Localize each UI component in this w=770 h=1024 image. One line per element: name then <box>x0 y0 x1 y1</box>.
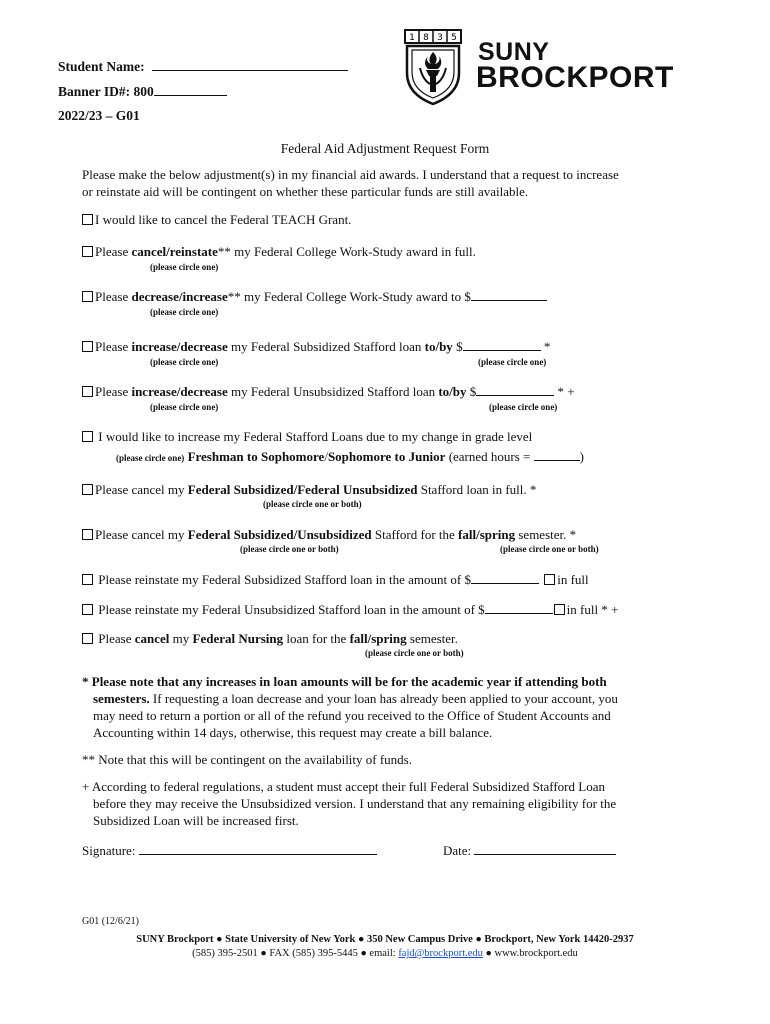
footer-phone: (585) 395-2501 ● FAX (585) 395-5445 ● email: <box>192 948 399 959</box>
sub-loan-suffix: * <box>540 339 551 354</box>
logo-digit-4: 5 <box>451 33 457 43</box>
unsub-loan-pre: Please <box>95 384 132 399</box>
unsub-loan-toby: to/by <box>438 384 467 399</box>
nursing-pre: Please <box>95 631 135 646</box>
term-label: 2022/23 – G01 <box>58 108 140 123</box>
plus-note-line-1: + According to federal regulations, a student must accept their full Federal Subsidized Stafford Loan <box>82 779 605 794</box>
logo-digit-2: 8 <box>423 33 429 43</box>
logo-brockport-text: BROCKPORT <box>476 61 674 94</box>
unsub-loan-mid: my Federal Unsubsidized Stafford loan <box>227 384 439 399</box>
reinstate-sub-full-checkbox[interactable] <box>544 574 555 585</box>
cws-cancel-options: cancel/reinstate <box>131 244 218 259</box>
intro-line-2: or reinstate aid will be contingent on whether these particular funds are still available. <box>82 184 529 199</box>
grade-level-checkbox[interactable] <box>82 431 93 442</box>
cws-amount-field[interactable] <box>471 288 547 301</box>
double-star-note: ** Note that this will be contingent on the availability of funds. <box>82 752 412 767</box>
sub-loan-item <box>82 338 550 355</box>
cancel-semester-pre: Please cancel my <box>95 527 188 542</box>
sub-loan-mid: my Federal Subsidized Stafford loan <box>227 339 425 354</box>
sub-loan-pre: Please <box>95 339 132 354</box>
student-name-field[interactable] <box>152 58 348 71</box>
nursing-post: semester. <box>406 631 458 646</box>
reinstate-sub-text: Please reinstate my Federal Subsidized Stafford loan in the amount of $ <box>95 572 471 587</box>
sub-loan-options: increase/decrease <box>131 339 228 354</box>
grade-level-options-row <box>116 448 584 467</box>
date-row <box>443 842 616 859</box>
sub-loan-toby: to/by <box>424 339 453 354</box>
plus-note-line-3: Subsidized Loan will be increased first. <box>93 813 299 828</box>
star-note-bold: * Please note that any increases in loan amounts will be for the academic year if attending both <box>82 674 607 689</box>
cws-adjust-pre: Please <box>95 289 132 304</box>
star-note-bold-2: semesters. <box>93 691 150 706</box>
cancel-full-checkbox[interactable] <box>82 484 93 495</box>
logo-digit-3: 3 <box>437 33 443 43</box>
form-code: G01 (12/6/21) <box>82 916 139 927</box>
cancel-semester-options: Federal Subsidized/Unsubsidized <box>187 527 372 542</box>
nursing-loan-name: Federal Nursing <box>192 631 284 646</box>
banner-id-field[interactable] <box>154 83 227 96</box>
cws-cancel-pre: Please <box>95 244 132 259</box>
star-note-line-4: Accounting within 14 days, otherwise, this request may create a bill balance. <box>93 725 493 740</box>
cancel-semester-term: fall/spring <box>458 527 516 542</box>
nursing-mid2: loan for the <box>283 631 350 646</box>
earned-hours-field[interactable] <box>534 448 580 461</box>
cws-cancel-note: (please circle one) <box>150 262 219 272</box>
grade-slash: / <box>324 449 328 464</box>
grade-level-note: (please circle one) <box>116 453 185 463</box>
reinstate-unsub-item <box>82 601 618 618</box>
cws-adjust-item <box>82 288 547 305</box>
unsub-loan-note-2: (please circle one) <box>489 402 558 412</box>
cancel-semester-mid: Stafford for the <box>371 527 459 542</box>
sub-loan-amount-field[interactable] <box>463 338 541 351</box>
teach-checkbox[interactable] <box>82 214 93 225</box>
nursing-note: (please circle one or both) <box>365 648 464 658</box>
star-note-line-2 <box>93 690 618 707</box>
reinstate-sub-amount-field[interactable] <box>471 571 539 584</box>
cancel-full-post: Stafford loan in full. * <box>417 482 537 497</box>
reinstate-sub-in-full: in full <box>557 572 589 587</box>
plus-note-line-2: before they may receive the Unsubsidized version. I understand that any remaining eligibility for the <box>93 796 617 811</box>
cws-adjust-options: decrease/increase <box>131 289 228 304</box>
cancel-full-item <box>82 481 536 498</box>
teach-text: I would like to cancel the Federal TEACH Grant. <box>95 212 352 227</box>
date-label: Date: <box>443 843 472 858</box>
cancel-full-pre: Please cancel my <box>95 482 188 497</box>
date-field[interactable] <box>474 842 616 855</box>
earned-hours-label: (earned hours = <box>445 449 534 464</box>
form-title: Federal Aid Adjustment Request Form <box>280 141 490 156</box>
unsub-loan-options: increase/decrease <box>131 384 228 399</box>
intro-line-1: Please make the below adjustment(s) in my financial aid awards. I understand that a request to increase <box>82 167 619 182</box>
student-name-label: Student Name: <box>58 59 145 74</box>
cancel-full-options: Federal Subsidized/Federal Unsubsidized <box>187 482 418 497</box>
reinstate-unsub-in-full: in full * + <box>566 602 619 617</box>
nursing-term: fall/spring <box>349 631 407 646</box>
signature-label: Signature: <box>82 843 136 858</box>
banner-id-label: Banner ID#: 800 <box>58 84 154 99</box>
nursing-item <box>82 630 458 647</box>
signature-field[interactable] <box>139 842 377 855</box>
grade-option-1: Freshman to Sophomore <box>187 449 325 464</box>
torch-shield-icon <box>398 28 468 106</box>
footer-email-link[interactable]: fajd@brockport.edu <box>398 948 483 959</box>
unsub-loan-suffix: * + <box>554 384 575 399</box>
sub-loan-post: $ <box>452 339 463 354</box>
grade-level-item <box>82 428 532 445</box>
cancel-semester-note-1: (please circle one or both) <box>240 544 339 554</box>
footer-address: SUNY Brockport ● State University of New York ● 350 New Campus Drive ● Brockport, New York 14420-2937 <box>136 934 634 945</box>
cancel-semester-checkbox[interactable] <box>82 529 93 540</box>
footer-web: ● www.brockport.edu <box>482 948 578 959</box>
nursing-cancel: cancel <box>134 631 170 646</box>
cancel-full-note: (please circle one or both) <box>263 499 362 509</box>
reinstate-unsub-text: Please reinstate my Federal Unsubsidized Stafford loan in the amount of $ <box>95 602 485 617</box>
star-note-line-1 <box>82 673 607 690</box>
sub-loan-note-2: (please circle one) <box>478 357 547 367</box>
cws-adjust-checkbox[interactable] <box>82 291 93 302</box>
cws-adjust-note: (please circle one) <box>150 307 219 317</box>
reinstate-unsub-checkbox[interactable] <box>82 604 93 615</box>
suny-brockport-logo <box>398 28 698 108</box>
unsub-loan-item <box>82 383 575 400</box>
cws-adjust-post: ** my Federal College Work-Study award to $ <box>227 289 471 304</box>
cws-cancel-item <box>82 243 476 260</box>
logo-suny-text: SUNY <box>478 38 550 66</box>
signature-row <box>82 842 377 859</box>
reinstate-sub-item <box>82 571 589 588</box>
footer-contact <box>0 948 770 959</box>
reinstate-sub-checkbox[interactable] <box>82 574 93 585</box>
nursing-checkbox[interactable] <box>82 633 93 644</box>
cws-cancel-checkbox[interactable] <box>82 246 93 257</box>
banner-id-row <box>58 83 227 100</box>
grade-level-text: I would like to increase my Federal Stafford Loans due to my change in grade level <box>95 429 533 444</box>
earned-hours-close: ) <box>579 449 584 464</box>
teach-grant-item <box>82 211 351 228</box>
nursing-mid: my <box>169 631 193 646</box>
reinstate-unsub-amount-field[interactable] <box>485 601 553 614</box>
cancel-semester-note-2: (please circle one or both) <box>500 544 599 554</box>
unsub-loan-note-1: (please circle one) <box>150 402 219 412</box>
cancel-semester-item <box>82 526 576 543</box>
student-name-row <box>58 58 348 75</box>
unsub-loan-amount-field[interactable] <box>476 383 554 396</box>
reinstate-unsub-full-checkbox[interactable] <box>554 604 565 615</box>
sub-loan-checkbox[interactable] <box>82 341 93 352</box>
unsub-loan-checkbox[interactable] <box>82 386 93 397</box>
logo-digit-1: 1 <box>409 33 415 43</box>
cancel-semester-post: semester. * <box>515 527 577 542</box>
star-note-rest: If requesting a loan decrease and your loan has already been applied to your account, you <box>149 691 618 706</box>
cws-cancel-post: ** my Federal College Work-Study award in full. <box>217 244 476 259</box>
unsub-loan-post: $ <box>466 384 477 399</box>
grade-option-2: Sophomore to Junior <box>327 449 446 464</box>
sub-loan-note-1: (please circle one) <box>150 357 219 367</box>
star-note-line-3: may need to return a portion or all of the refund you received to the Office of Student Accounts and <box>93 708 611 723</box>
